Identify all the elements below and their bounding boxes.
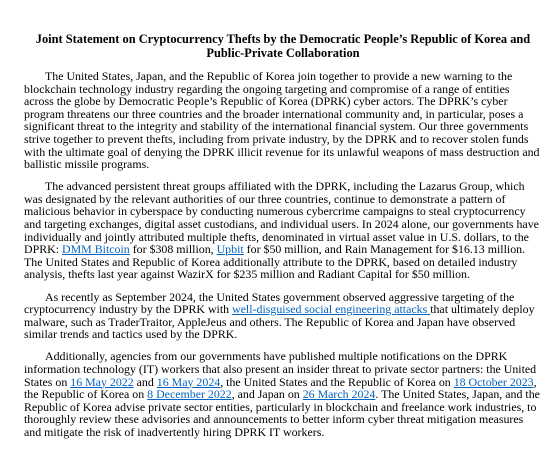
link-16-may-2022[interactable]: 16 May 2022 <box>70 374 134 389</box>
link-18-october-2023[interactable]: 18 October 2023 <box>453 374 534 389</box>
paragraph-2 <box>24 180 542 281</box>
paragraph-text: and <box>133 374 157 389</box>
link-upbit[interactable]: Upbit <box>216 242 244 257</box>
link-16-may-2024[interactable]: 16 May 2024 <box>156 374 221 389</box>
paragraph-text: for $50 million, and Rain Management for $16.13 million. The United States and Republic of Korea additionally attribute to the DPRK, based on detailed industry analysis, thefts last year against WazirX for $235 million and Radiant Capital for $50 million. <box>24 242 526 282</box>
paragraph-text: , the United States and the Republic of Korea on <box>220 374 454 389</box>
paragraph-4 <box>24 350 542 438</box>
paragraph-text: that ultimately deploy malware, such as TraderTraitor, AppleJeus and others. The Republic of Korea and Japan have observed similar trends and tactics used by the DPRK. <box>24 302 535 342</box>
paragraph-text: for $308 million, <box>129 242 217 257</box>
paragraph-text: , and Japan on <box>231 387 303 402</box>
paragraph-text: As recently as September 2024, the United States government observed aggressive targeting of the cryptocurrency industry by the DPRK with <box>24 289 515 317</box>
document-title: Joint Statement on Cryptocurrency Thefts by the Democratic People’s Republic of Korea and Public-Private Collaboration <box>35 32 531 60</box>
paragraph-text: The advanced persistent threat groups affiliated with the DPRK, including the Lazarus Group, which was designated by the relevant authorities of our three countries, continue to demonstrate a pattern of malicious behavior in cyberspace by conducting numerous cybercrime campaigns to steal cryptocurrency and targeting exchanges, digital asset custodians, and individual users. In 2024 alone, our governments have individually and jointly attributed multiple thefts, denominated in virtual asset value in U.S. dollars, to the DPRK: <box>24 179 539 257</box>
link-8-december-2022[interactable]: 8 December 2022 <box>147 387 232 402</box>
paragraph-1 <box>24 70 542 171</box>
paragraph-3 <box>24 291 542 341</box>
link-26-march-2024[interactable]: 26 March 2024 <box>302 387 376 402</box>
paragraph-text: Additionally, agencies from our governments have published multiple notifications on the DPRK information technology (IT) workers that also present an insider threat to private sector partners: the United States on <box>24 349 537 389</box>
paragraph-text: The United States, Japan, and the Republic of Korea join together to provide a new warning to the blockchain technology industry regarding the ongoing targeting and compromise of a range of entities across the globe by Democratic People’s Republic of Korea (DPRK) cyber actors. The DPRK’s cyber program threatens our three countries and the broader international community and, in particular, poses a significant threat to the integrity and stability of the international financial system. Our three governments strive together to prevent thefts, including from private industry, by the DPRK and to recover stolen funds with the ultimate goal of denying the DPRK illicit revenue for its unlawful weapons of mass destruction and ballistic missile programs. <box>24 69 540 172</box>
link-social-engineering-attacks[interactable]: well-disguised social engineering attacks <box>232 302 431 317</box>
paragraph-text: , the Republic of Korea on <box>24 374 537 402</box>
paragraph-text: . The United States, Japan, and the Republic of Korea advise private sector entities, particularly in blockchain and freelance work industries, to thoroughly review these advisories and announcements to better inform cyber threat mitigation measures and mitigate the risk of inadvertently hiring DPRK IT workers. <box>24 387 540 439</box>
link-dmm-bitcoin[interactable]: DMM Bitcoin <box>62 242 130 257</box>
